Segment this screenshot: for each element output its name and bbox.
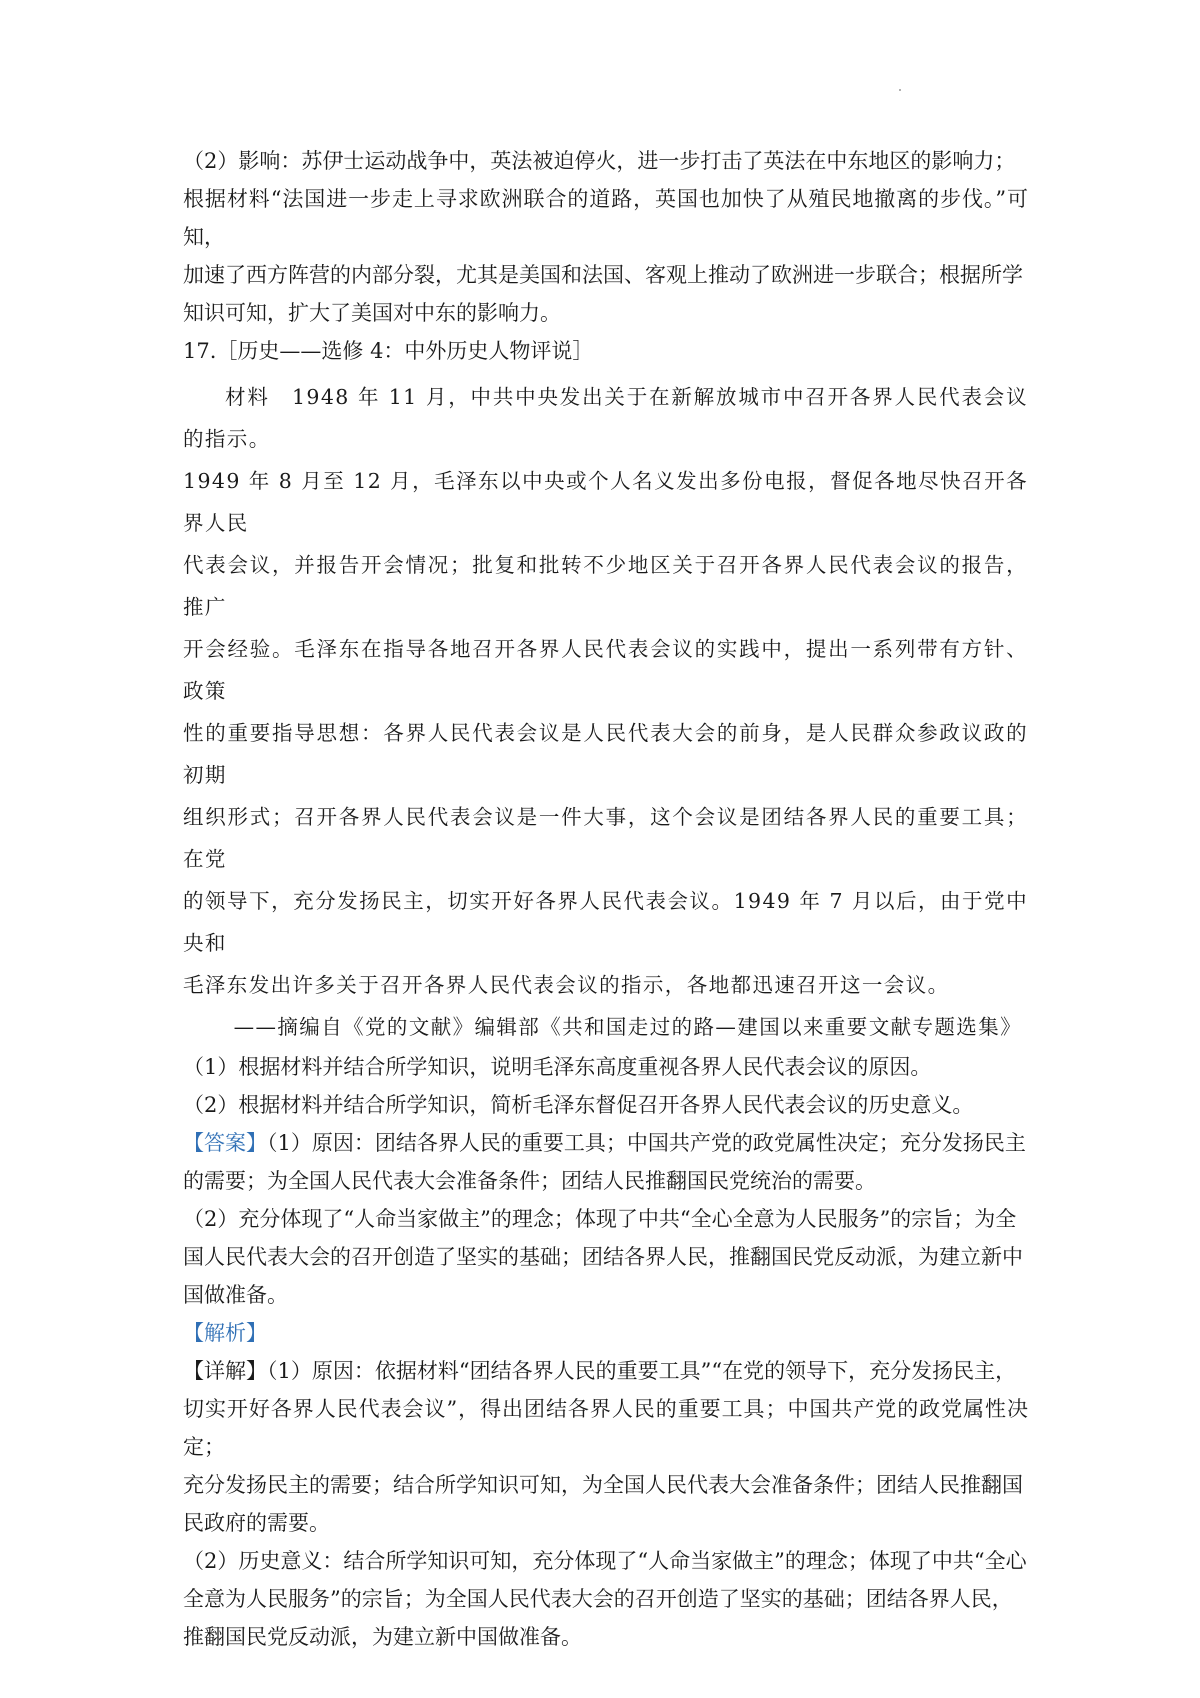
- analysis-line: [183, 1314, 1028, 1352]
- material-line: 代表会议，并报告开会情况；批复和批转不少地区关于召开各界人民代表会议的报告，推广: [183, 553, 1028, 619]
- material-line: 的领导下，充分发扬民主，切实开好各界人民代表会议。1949 年 7 月以后，由于党中央和: [183, 889, 1028, 955]
- analysis-tag: 【解析】: [183, 1321, 267, 1345]
- document-body: [183, 142, 1028, 1656]
- answer-line: 国人民代表大会的召开创造了坚实的基础；团结各界人民，推翻国民党反动派，为建立新中: [183, 1245, 1023, 1269]
- answer-line: 国做准备。: [183, 1283, 288, 1307]
- answer-line: （2）充分体现了“人命当家做主”的理念；体现了中共“全心全意为人民服务”的宗旨；为全: [183, 1207, 1017, 1231]
- scan-speck-top: [899, 89, 901, 91]
- question17-material: [183, 376, 1028, 1048]
- text-line: 根据材料“法国进一步走上寻求欧洲联合的道路，英国也加快了从殖民地撤离的步伐。”可知，: [183, 187, 1028, 249]
- answer-text: （1）原因：团结各界人民的重要工具；中国共产党的政党属性决定；充分发扬民主: [267, 1131, 1026, 1155]
- sub-question-1: （1）根据材料并结合所学知识，说明毛泽东高度重视各界人民代表会议的原因。: [183, 1055, 932, 1079]
- detail-tag: 【详解】: [183, 1359, 267, 1383]
- material-source: ——摘编自《党的文献》编辑部《共和国走过的路—建国以来重要文献专题选集》: [233, 1015, 1022, 1039]
- detail-line: 推翻国民党反动派，为建立新中国做准备。: [183, 1625, 582, 1649]
- text-line: 知识可知，扩大了美国对中东的影响力。: [183, 301, 561, 325]
- sub-question-2: （2）根据材料并结合所学知识，简析毛泽东督促召开各界人民代表会议的历史意义。: [183, 1093, 974, 1117]
- material-line: 开会经验。毛泽东在指导各地召开各界人民代表会议的实践中，提出一系列带有方针、政策: [183, 637, 1028, 703]
- detail-line: 全意为人民服务”的宗旨；为全国人民代表大会的召开创造了坚实的基础；团结各界人民，: [183, 1587, 1013, 1611]
- text-line: （2）影响：苏伊士运动战争中，英法被迫停火，进一步打击了英法在中东地区的影响力；: [183, 149, 1016, 173]
- text-line: 加速了西方阵营的内部分裂，尤其是美国和法国、客观上推动了欧洲进一步联合；根据所学: [183, 263, 1023, 287]
- material-line: 材料 1948 年 11 月，中共中央发出关于在新解放城市中召开各界人民代表会议的指示。: [183, 385, 1028, 451]
- material-line: 1949 年 8 月至 12 月，毛泽东以中央或个人名义发出多份电报，督促各地尽快召开各界人民: [183, 469, 1028, 535]
- material-line: 性的重要指导思想：各界人民代表会议是人民代表大会的前身，是人民群众参政议政的初期: [183, 721, 1028, 787]
- detail-line: 民政府的需要。: [183, 1511, 330, 1535]
- material-line: 组织形式；召开各界人民代表会议是一件大事，这个会议是团结各界人民的重要工具；在党: [183, 805, 1028, 871]
- material-line: 毛泽东发出许多关于召开各界人民代表会议的指示，各地都迅速召开这一会议。: [183, 973, 950, 997]
- answer-block: [183, 1124, 1028, 1314]
- answer-line: 的需要；为全国人民代表大会准备条件；团结人民推翻国民党统治的需要。: [183, 1169, 876, 1193]
- question17-heading: 17.［历史——选修 4：中外历史人物评说］: [183, 339, 594, 363]
- detail-line: 充分发扬民主的需要；结合所学知识可知，为全国人民代表大会准备条件；团结人民推翻国: [183, 1473, 1023, 1497]
- detail-text: （1）原因：依据材料“团结各界人民的重要工具”“在党的领导下，充分发扬民主，: [267, 1359, 1017, 1383]
- detail-line: 切实开好各界人民代表会议”，得出团结各界人民的重要工具；中国共产党的政党属性决定；: [183, 1397, 1028, 1459]
- detail-line: [183, 1352, 1028, 1390]
- detail-line: （2）历史意义：结合所学知识可知，充分体现了“人命当家做主”的理念；体现了中共“全心: [183, 1549, 1027, 1573]
- section16-influence: [183, 142, 1028, 332]
- detail-block: [183, 1352, 1028, 1656]
- answer-tag: 【答案】: [183, 1131, 267, 1155]
- answer-line: [183, 1124, 1028, 1162]
